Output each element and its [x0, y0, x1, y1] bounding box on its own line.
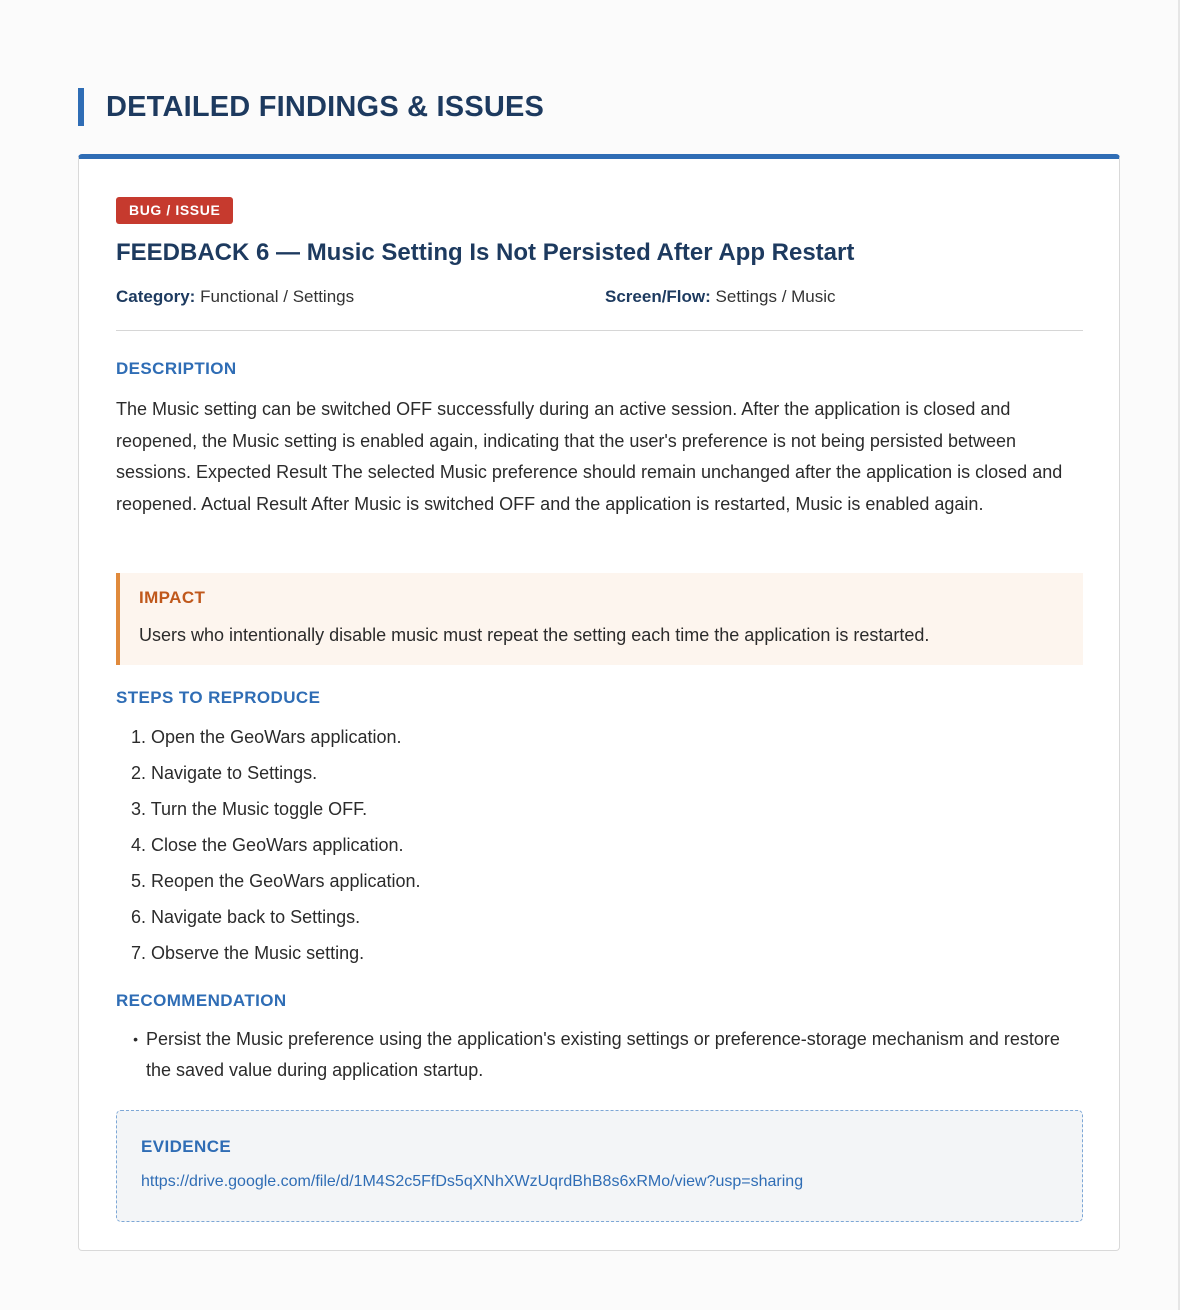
- step-item: 5. Reopen the GeoWars application.: [130, 871, 421, 891]
- impact-label: IMPACT: [139, 588, 206, 607]
- recommendation-text: Persist the Music preference using the application's existing settings or preference-storage mechanism and restore the saved value during application startup.: [146, 1029, 1060, 1080]
- finding-card: [78, 154, 1120, 1251]
- step-item: 7. Observe the Music setting.: [130, 943, 365, 963]
- recommendation-label: RECOMMENDATION: [116, 991, 287, 1010]
- evidence-link[interactable]: https://drive.google.com/file/d/1M4S2c5FfDs5qXNhXWzUqrdBhB8s6xRMo/view?usp=sharing: [141, 1173, 804, 1190]
- step-item: 4. Close the GeoWars application.: [130, 835, 404, 855]
- category-meta: [116, 287, 354, 307]
- evidence-box: [116, 1110, 1083, 1222]
- finding-title: FEEDBACK 6 — Music Setting Is Not Persisted After App Restart: [116, 239, 855, 266]
- description-text: The Music setting can be switched OFF successfully during an active session. After the application is closed and reopened, the Music setting is enabled again, indicating that the user's preference is not being persisted between sessions. Expected Result The selected Music preference should remain unchanged after the application is closed and reopened. Actual Result After Music is switched OFF and the application is restarted, Music is enabled again.: [116, 399, 1063, 514]
- impact-text: Users who intentionally disable music must repeat the setting each time the application is restarted.: [139, 625, 930, 645]
- screen-flow-meta: [605, 287, 836, 307]
- screen-flow-label: Screen/Flow:: [605, 287, 711, 306]
- section-title: DETAILED FINDINGS & ISSUES: [106, 90, 545, 123]
- impact-box: [116, 573, 1083, 665]
- divider: [116, 330, 1083, 331]
- category-label: Category:: [116, 287, 196, 306]
- step-item: 3. Turn the Music toggle OFF.: [130, 799, 368, 819]
- screen-flow-value: Settings / Music: [715, 287, 836, 306]
- step-item: 2. Navigate to Settings.: [130, 763, 318, 783]
- bug-issue-badge: BUG / ISSUE: [116, 197, 233, 224]
- step-item: 1. Open the GeoWars application.: [130, 727, 402, 747]
- description-label: DESCRIPTION: [116, 359, 237, 378]
- evidence-label: EVIDENCE: [141, 1137, 232, 1156]
- steps-list: [116, 719, 421, 971]
- steps-label: STEPS TO REPRODUCE: [116, 688, 321, 707]
- section-heading: [78, 88, 544, 126]
- bullet-icon: •: [133, 1031, 138, 1047]
- category-value: Functional / Settings: [200, 287, 355, 306]
- recommendation-item: [116, 1024, 1086, 1086]
- step-item: 6. Navigate back to Settings.: [130, 907, 361, 927]
